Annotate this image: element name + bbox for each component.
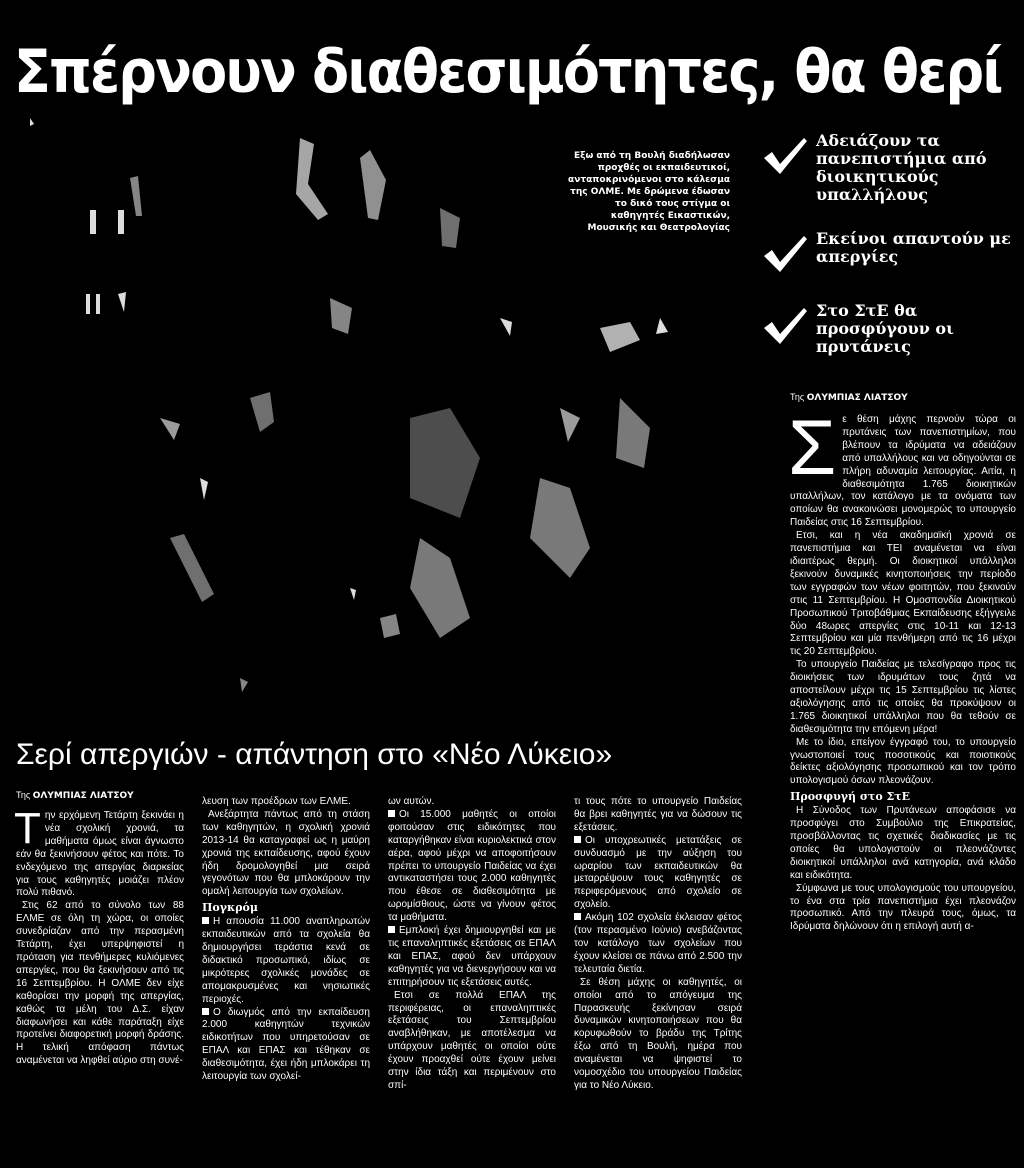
bottom-headline: Σερί απεργιών - απάντηση στο «Νέο Λύκειο»: [16, 738, 613, 771]
bullet-item: [762, 132, 1024, 218]
checkmark-icon: [762, 234, 808, 274]
page-headline: Σπέρνουν διαθεσιμότητες, θα θερί: [14, 37, 1002, 107]
subhead: Προσφυγή στο ΣτΕ: [790, 790, 911, 804]
bullet-square-icon: [388, 810, 395, 817]
bottom-col-4: τι τους πότε το υπουργείο Παιδείας θα βρει καθηγητές για να δώσουν τις εξετάσεις. Οι υποχρεωτικές μετατάξεις σε συνδυασμό με την αύξηση του ωραρίου των εκπαιδευτικών θα μεταρρέψουν τους καθηγητές σε περιφερόμενους από σχολείο σε σχολείο. Ακόμη 102 σχολεία έκλεισαν φέτος (τον περασμένο Ιούνιο) ανεβάζοντας τον κατάλογο των σχολείων που έχουν κλείσει σε πάνω από 2.500 την τελευταία διετία. Σε θέση μάχης οι καθηγητές, οι οποίοι από το απόγευμα της Παρασκευής ξεκίνησαν σειρά δυναμικών κινητοποιήσεων που θα κορυφωθούν το βράδυ της Τρίτης έξω από τη Βουλή, ημέρα που αναμένεται να ψηφιστεί το νομοσχέδιο του υπουργείου Παιδείας για το Νέο Λύκειο.: [574, 796, 742, 1091]
right-byline: Της ΟΛΥΜΠΙΑΣ ΛΙΑΤΣΟΥ: [790, 392, 908, 403]
bullet-square-icon: [202, 1008, 209, 1015]
bullet-item: [762, 301, 1024, 356]
bullet-text: Αδειάζουν τα πανεπιστήμια από διοικητικούς υπαλλήλους: [816, 131, 987, 204]
right-article-body: Σε θέση μάχης περνούν τώρα οι πρυτάνεις των πανεπιστημίων, που βλέπουν τα ιδρύματα να αδειάζουν από υπαλλήλους και να οδηγούνται σε πλήρη αδυναμία λειτουργίας. Αιτία, η διαθεσιμότητα 1.765 διοικητικών υπαλλήλων, τον κατάλογο με τα ονόματα των οποίων θα ανακοινώσει μονομερώς το υπουργείο Παιδείας στις 16 Σεπτεμβρίου. Ετσι, και η νέα ακαδημαϊκή χρονιά σε πανεπιστήμια και ΤΕΙ αναμένεται να είναι ιδιαιτέρως θερμή. Οι διοικητικοί υπάλληλοι ξεκινούν δυναμικές κινητοποιήσεις την περίοδο των εγγραφών των νέων φοιτητών, που ξεκινούν στις 11 Σεπτεμβρίου. Η Ομοσπονδία Διοικητικού Προσωπικού Τριτοβάθμιας Εκπαίδευσης εξήγγειλε δύο 48ωρες απεργίες στις 10-11 και 12-13 Σεπτεμβρίου και μία πενθήμερη από τις 16 μέχρι τις 20 Σεπτεμβρίου. Το υπουργείο Παιδείας με τελεσίγραφο προς τις διοικήσεις των ιδρυμάτων τους ζητά να αποστείλουν μέχρι τις 15 Σεπτεμβρίου τις λίστες αξιολόγησης από τις οποίες θα προκύψουν οι 1.765 διοικητικοί υπάλληλοι που θα τεθούν σε διαθεσιμότητα την επόμενη μέρα! Με το ίδιο, επείγον έγγραφό του, το υπουργείο γνωστοποιεί τους ποσοτικούς και ποιοτικούς δείκτες αξιολόγησης προσωπικού και τον τρόπο υπολογισμού όσων πλεονάζουν. Προσφυγή στο ΣτΕ Η Σύνοδος των Πρυτάνεων αποφάσισε να προσφύγει στο Συμβούλιο της Επικρατείας, προσβάλλοντας τις σχετικές διαδικασίες με τις οποίες θα υπολογιστούν οι πλεονάζοντες διοικητικοί υπάλληλοι ανά κατηγορία, ανά κλάδο και ειδικότητα. Σύμφωνα με τους υπολογισμούς του υπουργείου, το ένα στα τρία πανεπιστήμια έχει πλεονάζον προσωπικό. Από την πλευρά τους, όμως, τα Ιδρύματα δηλώνουν ότι η επιλογή αυτή α-: [788, 403, 1016, 933]
bullet-item: [762, 230, 1024, 290]
bullet-square-icon: [574, 836, 581, 843]
bottom-col-3: ων αυτών. Οι 15.000 μαθητές οι οποίοι φοιτούσαν στις ειδικότητες που καταργήθηκαν είναι κυριολεκτικά στον αέρα, αφού μέχρι να αποφοιτήσουν πρέπει το υπουργείο Παιδείας να έχει αντικαταστήσει τους 2.000 καθηγητές που έθεσε σε διαθεσιμότητα με ωρομίσθιους, ώστε να γίνουν φέτος τα μαθήματα. Εμπλοκή έχει δημιουργηθεί και με τις επαναληπτικές εξετάσεις σε ΕΠΑΛ και ΕΠΑΣ, αφού δεν υπάρχουν καθηγητές για να διενεργήσουν και να επιτηρήσουν τις εξετάσεις αυτές. Ετσι σε πολλά ΕΠΑΛ της περιφέρειας, οι επαναληπτικές εξετάσεις του Σεπτεμβρίου αναβλήθηκαν, με αποτέλεσμα να υπάρχουν μαθητές οι οποίοι ούτε έχουν προαχθεί ούτε έχουν μείνει στην ίδια τάξη και περιμένουν στο σπί-: [388, 796, 556, 1091]
bottom-byline: Της ΟΛΥΜΠΙΑΣ ΛΙΑΤΣΟΥ: [16, 790, 134, 801]
checkmark-icon: [762, 136, 808, 176]
photo-caption: Εξω από τη Βουλή διαδήλωσαν προχθές οι εκπαιδευτικοί, ανταποκρινόμενοι στο κάλεσμα της ΟΛΜΕ. Με δρώμενα έδωσαν το δικό τους στίγμα οι καθηγητές Εικαστικών, Μουσικής και Θεατρολογίας: [568, 151, 730, 233]
subhead: Πογκρόμ: [202, 901, 258, 915]
bullet-square-icon: [202, 917, 209, 924]
dropcap: Σ: [788, 403, 837, 491]
bullet-text: Εκείνοι απαντούν με απεργίες: [816, 229, 1011, 266]
bullet-square-icon: [388, 926, 395, 933]
bottom-col-1: Την ερχόμενη Τετάρτη ξεκινάει η νέα σχολική χρονιά, τα μαθήματα όμως είναι άγνωστο εάν θα ξεκινήσουν φέτος και πότε. Το ενδεχόμενο της απεργίας διαρκείας για τους καθηγητές μοιάζει πλέον πολύ πιθανό. Στις 62 από το σύνολο των 88 ΕΛΜΕ σε όλη τη χώρα, οι οποίες συνεδρίαζαν από την περασμένη Τετάρτη, έχει υπερψηφιστεί η πρόταση για πενθήμερες κυλιόμενες απεργίες, που θα ξεκινήσουν από τις 16 Σεπτεμβρίου. Η ΟΛΜΕ δεν είχε καθορίσει την μορφή της απεργίας, καθώς τα μέλη του Δ.Σ. είχαν διαφωνήσει και κάθε παράταξη είχε προτείνει διαφορετική μορφή δράσης. Η τελική απόφαση πάντως αναμένεται να ληφθεί αύριο στη συνέ-: [14, 804, 184, 1067]
bullet-text: Στο ΣτΕ θα προσφύγουν οι πρυτάνεις: [816, 301, 954, 356]
dropcap: Τ: [14, 804, 41, 853]
bullet-square-icon: [574, 913, 581, 920]
bottom-col-2: λευση των προέδρων των ΕΛΜΕ. Ανεξάρτητα πάντως από τη στάση των καθηγητών, η σχολική χρονιά 2013-14 θα καταγραφεί ως η μαύρη χρονιά της εκπαίδευσης, αφού έχουν ήδη δρομολογηθεί μια σειρά γεγονότων που θα μπλοκάρουν την ομαλή λειτουργία των σχολείων. Πογκρόμ Η απουσία 11.000 αναπληρωτών εκπαιδευτικών από τα σχολεία θα δημιουργήσει τεράστια κενά σε διδακτικό προσωπικό, ιδίως σε μικρότερες σχολικές μονάδες σε απομακρυσμένες και νησιωτικές περιοχές. Ο διωγμός από την εκπαίδευση 2.000 καθηγητών τεχνικών ειδικοτήτων που υπηρετούσαν σε ΕΠΑΛ και ΕΠΑΣ και τέθηκαν σε διαθεσιμότητα, έχει ήδη μπλοκάρει τη λειτουργία των σχολεί-: [202, 796, 370, 1083]
checkmark-icon: [762, 306, 808, 346]
bullet-list: [762, 132, 1024, 354]
